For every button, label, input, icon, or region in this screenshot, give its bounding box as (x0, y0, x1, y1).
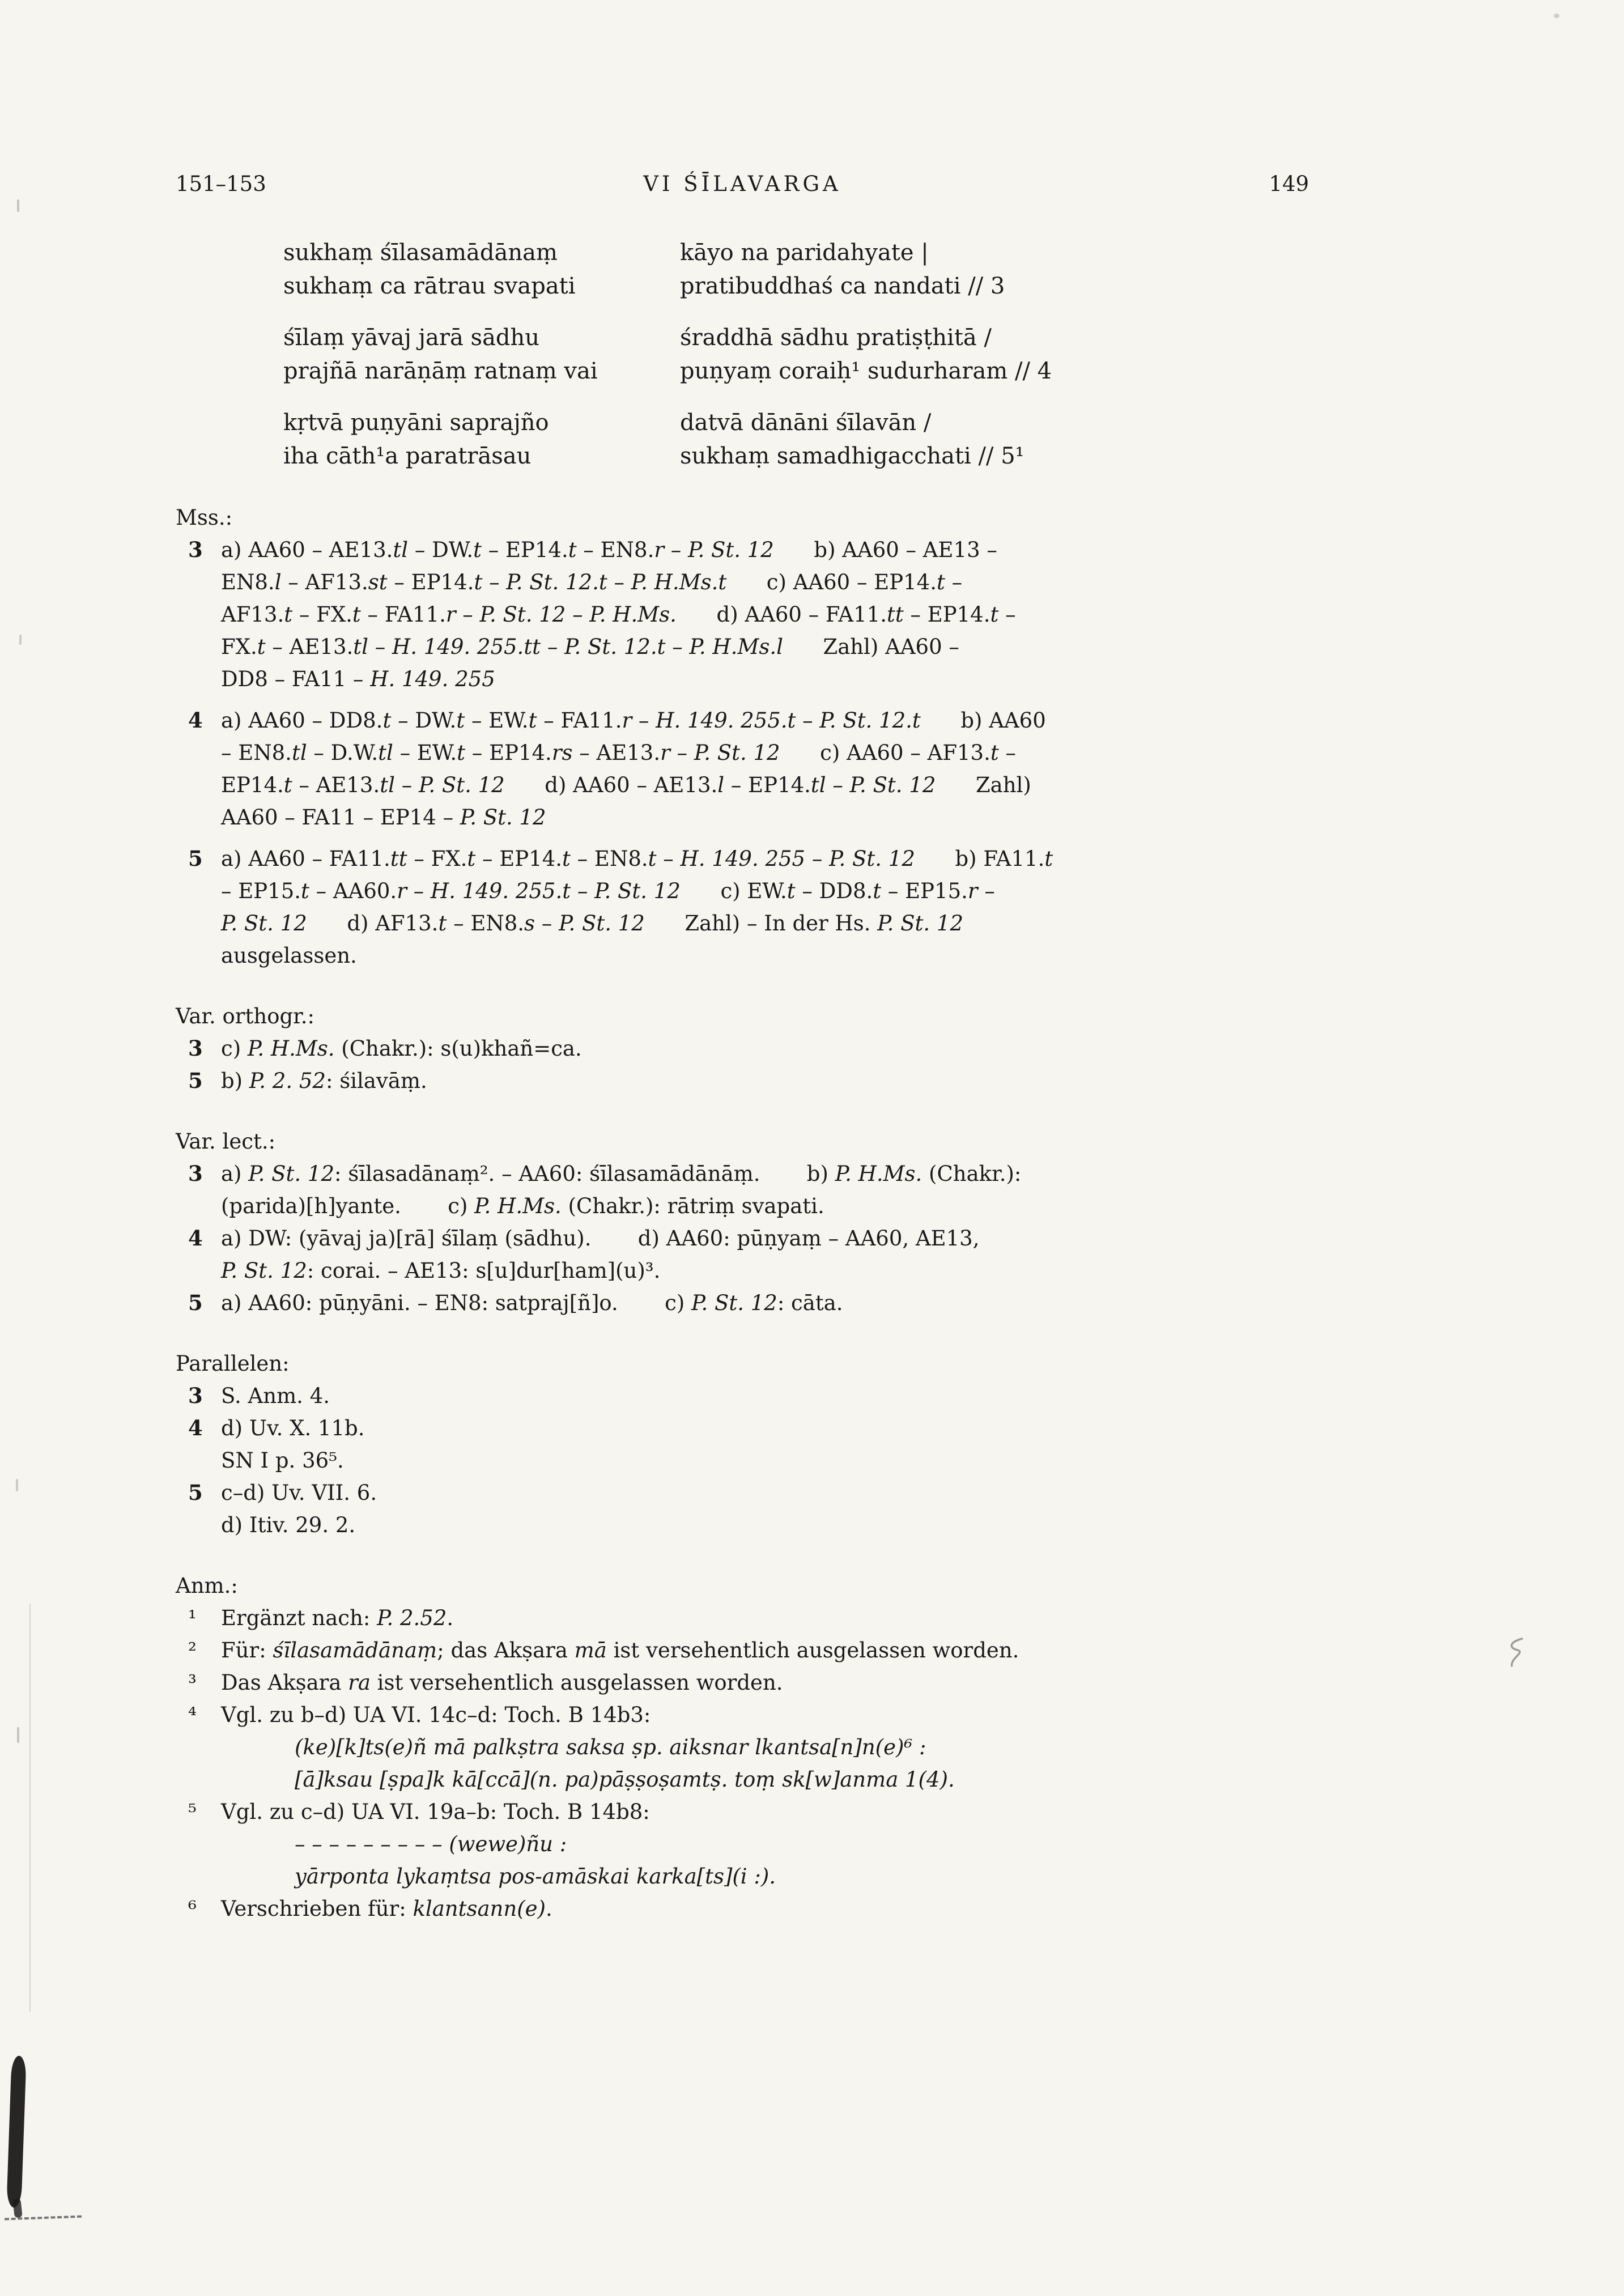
apparatus-line (176, 1666, 1309, 1699)
section-label-anm: Anm.: (176, 1574, 238, 1598)
var-orthogr-entries (176, 1032, 1309, 1097)
apparatus-line (176, 1287, 1309, 1319)
apparatus-line (176, 1158, 1309, 1190)
entry-text: a) DW: (yāvaj ja)[rā] śīlaṃ (sādhu). d) AA60: pūṇyaṃ – AA60, AE13, (221, 1226, 980, 1251)
verse-line (283, 440, 1309, 473)
entry-text: S. Anm. 4. (221, 1384, 330, 1408)
page-number: 149 (1269, 172, 1309, 196)
pada-right: kāyo na paridahyate | (680, 240, 929, 266)
quote-line (176, 1828, 1309, 1860)
section-mss (176, 501, 1309, 972)
entry-text: EN8.l – AF13.st – EP14.t – P. St. 12.t – P. H.Ms.t c) AA60 – EP14.t – (221, 570, 963, 594)
entry-number (188, 769, 221, 801)
entry-number (262, 1860, 295, 1893)
section-label-mss: Mss.: (176, 505, 233, 530)
pada-left: śīlaṃ yāvaj jarā sādhu (283, 325, 540, 351)
apparatus-line (176, 1444, 1309, 1477)
entry-number: 3 (188, 537, 203, 562)
apparatus-line (176, 1893, 1309, 1925)
apparatus-line (176, 1796, 1309, 1828)
apparatus-line (176, 1412, 1309, 1444)
apparatus-line (176, 875, 1309, 907)
entry-number: 4 (188, 1415, 203, 1440)
entry-number: 5 (188, 846, 203, 871)
apparatus-line (176, 598, 1309, 631)
entry-number (188, 801, 221, 834)
quote-line (176, 1860, 1309, 1893)
verse-line (283, 270, 1309, 303)
entry-text: d) Uv. X. 11b. (221, 1416, 365, 1440)
scan-artifact-fold-line (29, 1604, 31, 2012)
entry-number (188, 907, 221, 939)
apparatus-line (176, 1065, 1309, 1097)
entry-text: d) Itiv. 29. 2. (221, 1513, 356, 1537)
apparatus-line (176, 939, 1309, 972)
scan-artifact-ink-blob (12, 2198, 22, 2218)
entry-number: ⁶ (188, 1897, 197, 1921)
entry-text: Vgl. zu c–d) UA VI. 19a–b: Toch. B 14b8: (221, 1800, 650, 1824)
entry-text: a) AA60 – AE13.tl – DW.t – EP14.t – EN8.r – P. St. 12 b) AA60 – AE13 – (221, 538, 997, 562)
entry-text: – EP15.t – AA60.r – H. 149. 255.t – P. St. 12 c) EW.t – DD8.t – EP15.r – (221, 879, 995, 903)
entry-number (188, 566, 221, 598)
pada-right: datvā dānāni śīlavān / (680, 410, 932, 436)
stanza-4 (283, 321, 1309, 388)
entry-text: b) P. 2. 52: śilavāṃ. (221, 1069, 427, 1093)
apparatus-line (176, 663, 1309, 695)
verse-line (283, 355, 1309, 388)
scan-artifact-speck (1554, 14, 1559, 18)
stanza-3 (283, 236, 1309, 303)
entry-text: P. St. 12: corai. – AE13: s[u]dur[ham](u)³. (221, 1258, 661, 1283)
entry-text: a) AA60 – FA11.tt – FX.t – EP14.t – EN8.t – H. 149. 255 – P. St. 12 b) FA11.t (221, 847, 1053, 871)
apparatus-line (176, 1222, 1309, 1255)
entry-text: Das Akṣara ra ist versehentlich ausgelassen worden. (221, 1670, 783, 1695)
apparatus-line (176, 1032, 1309, 1065)
apparatus-line (176, 704, 1309, 737)
apparatus-line (176, 1477, 1309, 1509)
entry-number: 4 (188, 708, 203, 733)
entry-text: c) P. H.Ms. (Chakr.): s(u)khañ=ca. (221, 1036, 582, 1061)
entry-number (262, 1828, 295, 1860)
entry-text: (ke)[k]ts(e)ñ mā palkṣtra saksa ṣp. aiksnar lkantsa[n]n(e)⁶ : (295, 1735, 926, 1759)
var-lect-entries (176, 1158, 1309, 1319)
entry-text: P. St. 12 d) AF13.t – EN8.s – P. St. 12 Zahl) – In der Hs. P. St. 12 (221, 911, 964, 936)
apparatus-line (176, 1602, 1309, 1634)
entry-text: AA60 – FA11 – EP14 – P. St. 12 (221, 805, 546, 830)
section-label-var-lect: Var. lect.: (176, 1129, 276, 1154)
entry-number (188, 598, 221, 631)
entry-text: – – – – – – – – – (wewe)ñu : (295, 1832, 567, 1856)
apparatus-line (176, 1699, 1309, 1731)
entry-number: ¹ (188, 1606, 197, 1630)
mss-entries (176, 534, 1309, 972)
chapter-title: VI ŚĪLAVARGA (643, 172, 841, 196)
entry-number (188, 1444, 221, 1477)
entry-number (188, 875, 221, 907)
entry-number (262, 1731, 295, 1763)
entry-text: – EN8.tl – D.W.tl – EW.t – EP14.rs – AE13.r – P. St. 12 c) AA60 – AF13.t – (221, 741, 1016, 765)
apparatus-line (176, 1255, 1309, 1287)
section-label-parallelen: Parallelen: (176, 1351, 290, 1376)
entry-number (188, 737, 221, 769)
quote-line (176, 1731, 1309, 1763)
scan-artifact-ink-streak (6, 2056, 26, 2208)
entry-number: 5 (188, 1480, 203, 1505)
entry-text: [ā]ksau [ṣpa]k kā[ccā](n. pa)pāṣṣoṣamtṣ. toṃ sk[w]anma 1(4). (295, 1767, 955, 1792)
pada-left: iha cāth¹a paratrāsau (283, 443, 532, 469)
entry-number (262, 1763, 295, 1796)
entry-number: ³ (188, 1670, 197, 1695)
entry-text: (parida)[h]yante. c) P. H.Ms. (Chakr.): rātriṃ svapati. (221, 1194, 824, 1218)
scan-artifact-margin-tick (19, 635, 22, 645)
entry-text: FX.t – AE13.tl – H. 149. 255.tt – P. St. 12.t – P. H.Ms.l Zahl) AA60 – (221, 635, 959, 659)
entry-text: a) AA60 – DD8.t – DW.t – EW.t – FA11.r – H. 149. 255.t – P. St. 12.t b) AA60 (221, 708, 1046, 733)
apparatus-line (176, 1190, 1309, 1222)
verse-range: 151–153 (176, 172, 266, 196)
entry-number (188, 631, 221, 663)
pada-right: sukhaṃ samadhigacchati // 5¹ (680, 443, 1024, 469)
apparatus-line (176, 534, 1309, 566)
scan-artifact-margin-tick (17, 199, 19, 212)
entry-text: c–d) Uv. VII. 6. (221, 1481, 377, 1505)
scan-artifact-margin-tick (16, 1479, 18, 1491)
verse-block (283, 236, 1309, 473)
entry-text: DD8 – FA11 – H. 149. 255 (221, 667, 495, 691)
pada-left: sukhaṃ śīlasamādānaṃ (283, 240, 558, 266)
entry-text: Vgl. zu b–d) UA VI. 14c–d: Toch. B 14b3: (221, 1703, 651, 1727)
anm-entries (176, 1602, 1309, 1925)
verse-line (283, 321, 1309, 355)
entry-number (188, 1509, 221, 1541)
apparatus-line (176, 631, 1309, 663)
entry-number: 3 (188, 1383, 203, 1408)
entry-number (188, 939, 221, 972)
verse-line (283, 236, 1309, 270)
quote-line (176, 1763, 1309, 1796)
pada-right: śraddhā sādhu pratiṣṭhitā / (680, 325, 992, 351)
apparatus-line (176, 907, 1309, 939)
apparatus-line (176, 1634, 1309, 1666)
section-parallelen (176, 1347, 1309, 1541)
entry-number (188, 1255, 221, 1287)
apparatus-line (176, 737, 1309, 769)
apparatus-line (176, 566, 1309, 598)
scan-artifact-pencil-squiggle (1503, 1636, 1529, 1668)
pada-right: puṇyaṃ coraiḥ¹ sudurharam // 4 (680, 358, 1052, 384)
parallelen-entries (176, 1380, 1309, 1541)
scan-artifact-margin-tick (17, 1727, 19, 1743)
entry-text: a) P. St. 12: śīlasadānaṃ². – AA60: śīlasamādānāṃ. b) P. H.Ms. (Chakr.): (221, 1162, 1022, 1186)
entry-text: AF13.t – FX.t – FA11.r – P. St. 12 – P. H.Ms. d) AA60 – FA11.tt – EP14.t – (221, 602, 1016, 627)
entry-number: 5 (188, 1068, 203, 1093)
entry-number (188, 663, 221, 695)
apparatus-line (176, 801, 1309, 834)
entry-number: 3 (188, 1036, 203, 1061)
running-head (176, 168, 1309, 200)
section-label-var-orthogr: Var. orthogr.: (176, 1004, 314, 1028)
apparatus-line (176, 769, 1309, 801)
entry-text: a) AA60: pūṇyāni. – EN8: satpraj[ñ]o. c) P. St. 12: cāta. (221, 1291, 843, 1315)
section-var-lect (176, 1125, 1309, 1319)
pada-right: pratibuddhaś ca nandati // 3 (680, 273, 1005, 299)
pada-left: kṛtvā puṇyāni saprajño (283, 410, 549, 436)
page-content (176, 168, 1309, 1925)
entry-text: Ergänzt nach: P. 2.52. (221, 1606, 454, 1630)
section-var-orthogr (176, 1000, 1309, 1097)
entry-text: yārponta lykaṃtsa pos-amāskai karka[ts](i :). (295, 1864, 776, 1889)
stanza-5 (283, 406, 1309, 473)
entry-number: ⁵ (188, 1800, 197, 1824)
pada-left: prajñā narāṇāṃ ratnaṃ vai (283, 358, 598, 384)
entry-number: 4 (188, 1226, 203, 1251)
entry-text: Verschrieben für: klantsann(e). (221, 1897, 552, 1921)
entry-number: 5 (188, 1290, 203, 1315)
pada-left: sukhaṃ ca rātrau svapati (283, 273, 576, 299)
apparatus-line (176, 1380, 1309, 1412)
verse-line (283, 406, 1309, 440)
entry-number: ⁴ (188, 1703, 197, 1727)
entry-number (188, 1190, 221, 1222)
apparatus-line (176, 843, 1309, 875)
entry-number: ² (188, 1638, 197, 1663)
entry-text: SN I p. 36⁵. (221, 1448, 344, 1473)
entry-text: EP14.t – AE13.tl – P. St. 12 d) AA60 – AE13.l – EP14.tl – P. St. 12 Zahl) (221, 773, 1031, 797)
entry-number: 3 (188, 1161, 203, 1186)
entry-text: ausgelassen. (221, 943, 357, 968)
apparatus-line (176, 1509, 1309, 1541)
section-anm (176, 1570, 1309, 1925)
entry-text: Für: śīlasamādānaṃ; das Akṣara mā ist versehentlich ausgelassen worden. (221, 1638, 1019, 1663)
